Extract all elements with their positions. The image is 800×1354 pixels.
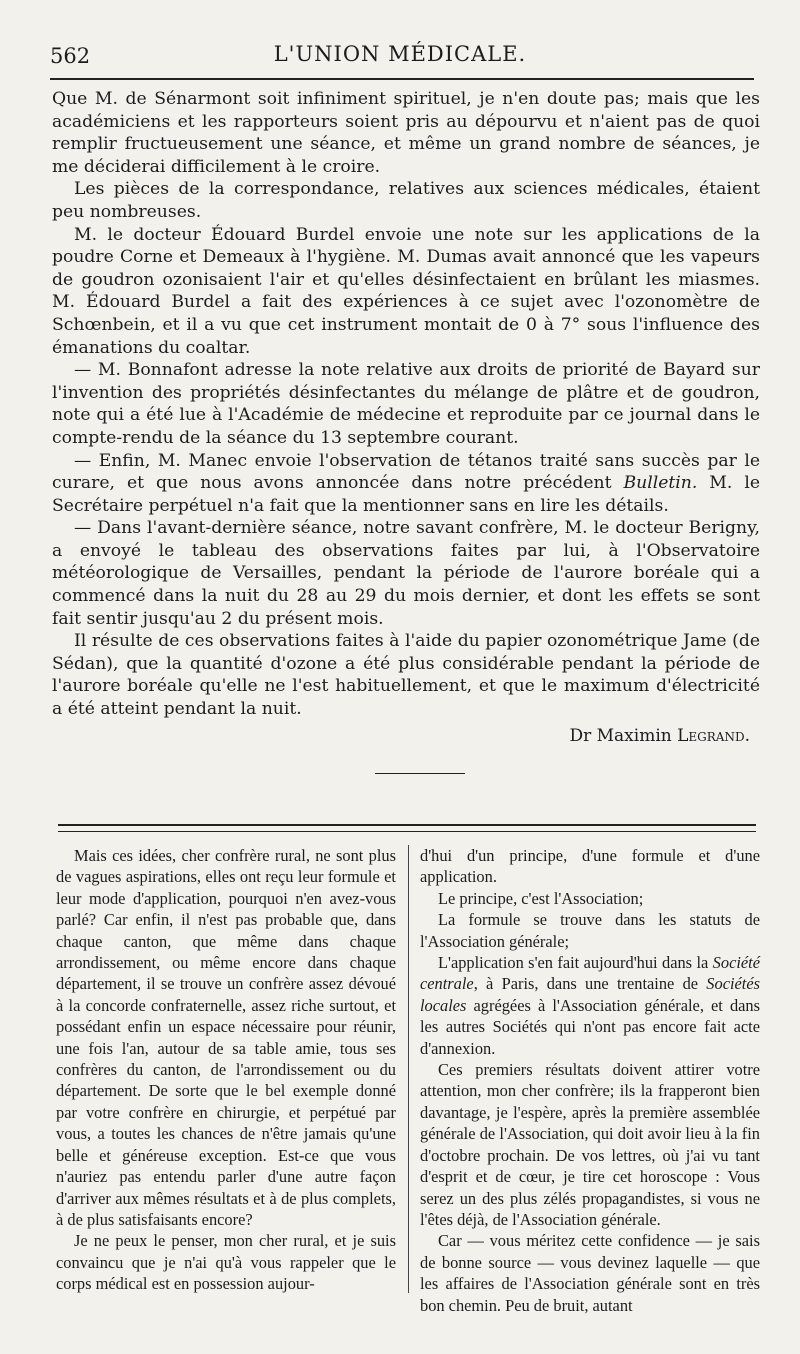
societes-locales-italic: Sociétés locales	[420, 974, 760, 1015]
feuilleton-paragraph: Le principe, c'est l'Association;	[438, 888, 644, 908]
page-header	[50, 30, 750, 70]
feuilleton-paragraph: Mais ces idées, cher confrère rural, ne sont plus de vagues aspirations, elles ont reçu leur formule et leur mode d'application, pourquoi n'en avez-vous parlé? Car enfin, il n'est pas probable que, dans chaque canton, que même dans chaque arrondissement, ou même encore dans chaque département, il se trouve un confrère assez dévoué à la concorde confraternelle, assez riche surtout, et possédant enfin un espace nécessaire pour réunir, une fois l'an, autour de sa table amie, tous ses confrères du canton, de l'arrondissement ou du département. De sorte que le bel exemple donné par votre confrère en chirurgie, et perpétué par vous, a toutes les chances de n'être jamais qu'une belle et généreuse exception. Est-ce que vous n'auriez pas entendu parler d'une autre façon d'arriver aux mêmes résultats et à de plus complets, à de plus satisfaisants encore?	[56, 846, 396, 1229]
article-paragraph: — Dans l'avant-dernière séance, notre savant confrère, M. le docteur Berigny, a envoyé le tableau des observations faites par lui, à l'Observatoire météorologique de Versailles, pendant la période de l'aurore boréale qui a commencé dans la nuit du 28 au 29 du mois dernier, et dont les effets se sont fait sentir jusqu'au 2 du présent mois.	[52, 518, 760, 629]
feuilleton-paragraph: Car — vous méritez cette confidence — je sais de bonne source — vous devinez laquelle — que les affaires de l'Association générale sont en très bon chemin. Peu de bruit, autant	[420, 1231, 760, 1315]
feuilleton-paragraph-application: L'application s'en fait aujourd'hui dans la Société centrale, à Paris, dans une trentaine de Sociétés locales agrégées à l'Association générale, et dans les autres Sociétés qui n'ont pas encore fait acte d'annexion.	[420, 953, 760, 1058]
article-paragraph: Il résulte de ces observations faites à l'aide du papier ozonométrique Jame (de Sédan), que la quantité d'ozone a été plus considérable pendant la période de l'aurore boréale qu'elle ne l'est habituellement, et que le maximum d'électricité a été atteint pendant la nuit.	[52, 631, 760, 720]
feuilleton-paragraph: Ces premiers résultats doivent attirer votre attention, mon cher confrère; ils la frapperont bien davantage, je l'espère, après la première assemblée générale de l'Association, qui doit avoir lieu à la fin d'octobre prochain. De vos lettres, où j'ai vu tant d'esprit et de cœur, je tire cet horoscope : Vous serez un des plus zélés propagandistes, si vous ne l'êtes déjà, de l'Association générale.	[420, 1060, 760, 1229]
article-paragraph: Les pièces de la correspondance, relatives aux sciences médicales, étaient peu nombreuses.	[52, 179, 760, 222]
header-rule	[50, 78, 754, 80]
journal-title: L'UNION MÉDICALE.	[273, 42, 527, 66]
article-paragraph-manec: — Enfin, M. Manec envoie l'observation de tétanos traité sans succès par le curare, et que nous avons annoncée dans notre précédent Bulletin. M. le Secrétaire perpétuel n'a fait que la mentionner sans en lire les détails.	[52, 450, 760, 516]
feuilleton-right-column	[420, 845, 760, 1316]
feuilleton-paragraph: d'hui d'un principe, d'une formule et d'une application.	[420, 846, 760, 887]
article-paragraph: M. le docteur Édouard Burdel envoie une note sur les applications de la poudre Corne et Demeaux à l'hygiène. M. Dumas avait annoncé que les vapeurs de goudron ozonisaient l'air et qu'elles désinfectaient en brûlant les miasmes. M. Édouard Burdel a fait des expériences à ce sujet avec l'ozonomètre de Schœnbein, et il a vu que cet instrument montait de 0 à 7° sous l'influence des émanations du coaltar.	[52, 224, 760, 358]
article-body	[52, 88, 760, 747]
page-number: 562	[50, 44, 91, 68]
article-paragraph: Que M. de Sénarmont soit infiniment spirituel, je n'en doute pas; mais que les académiciens et les rapporteurs soient pris au dépourvu et n'aient pas de quoi remplir fructueusement une séance, et même un grand nombre de séances, je me déciderai difficilement à le croire.	[52, 89, 760, 177]
column-divider	[408, 845, 409, 1293]
feuilleton-rule	[58, 824, 756, 832]
author-signature: Dr Maximin Legrand.	[569, 725, 750, 746]
article-paragraph: — M. Bonnafont adresse la note relative aux droits de priorité de Bayard sur l'invention des propriétés désinfectantes du mélange de plâtre et de goudron, note qui a été lue à l'Académie de médecine et reproduite par ce journal dans le compte-rendu de la séance du 13 septembre courant.	[52, 360, 760, 448]
feuilleton-paragraph: La formule se trouve dans les statuts de l'Association générale;	[420, 910, 760, 951]
feuilleton-left-column	[56, 845, 396, 1295]
societe-centrale-italic: Société centrale	[420, 953, 760, 994]
feuilleton-paragraph: Je ne peux le penser, mon cher rural, et je suis convaincu que je n'ai qu'à vous rappeler que le corps médical est en possession aujour-	[56, 1231, 396, 1294]
section-end-rule	[375, 773, 465, 774]
bulletin-italic: Bulletin.	[623, 473, 698, 494]
